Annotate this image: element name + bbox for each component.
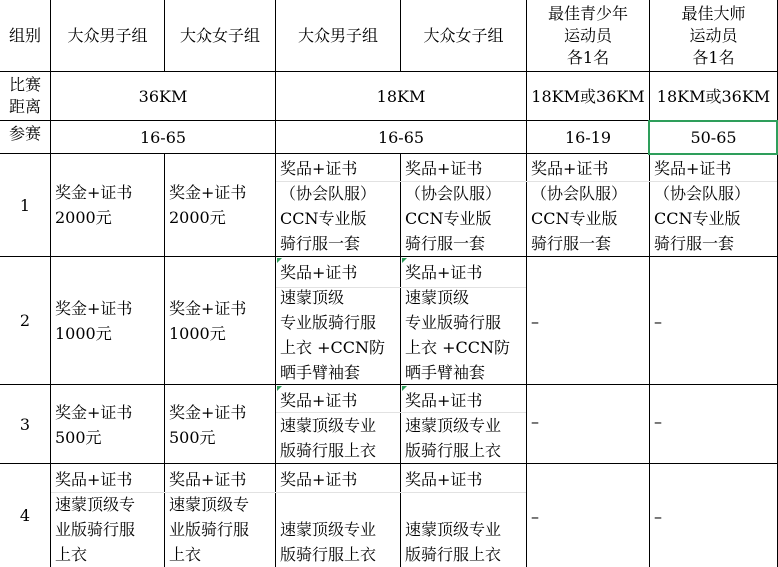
cell-r3-e[interactable] (401, 388, 526, 463)
prize-line: 奖金+证书 (169, 403, 247, 422)
prize-line: 版骑行服上衣 (280, 441, 377, 460)
header-col-d[interactable] (276, 0, 400, 71)
age-g[interactable] (650, 121, 777, 153)
prize-line: 速蒙顶级专业 (280, 520, 377, 539)
spacer-line (280, 492, 400, 517)
prize-line: （协会队服） (280, 184, 377, 203)
prize-line: （协会队服） (654, 184, 751, 203)
cell-r2-c[interactable] (165, 296, 275, 376)
empty-dash: – (531, 312, 539, 331)
prize-line: （协会队服） (531, 184, 628, 203)
age-label-text: 参赛 (8, 124, 41, 143)
prize-line: 上衣 (55, 545, 88, 564)
prize-line: （协会队服） (405, 184, 502, 203)
rank-1[interactable] (0, 154, 50, 256)
cell-r1-e[interactable] (401, 156, 526, 256)
prize-line: 骑行服一套 (405, 234, 486, 253)
prize-line: 奖品+证书 (55, 470, 133, 489)
age-g-value: 50-65 (690, 127, 737, 147)
rank-number: 1 (19, 195, 31, 215)
header-col-b-label: 大众男子组 (67, 26, 148, 45)
prize-line: 1000元 (55, 324, 112, 343)
age-label[interactable] (0, 121, 50, 153)
prize-line: 速蒙顶级专业 (405, 416, 502, 435)
rank-number: 2 (19, 311, 31, 330)
prize-line: 奖金+证书 (55, 403, 133, 422)
header-col-f-line: 运动员 (563, 25, 612, 45)
prize-line: 速蒙顶级专业 (280, 416, 377, 435)
prize-line: 业版骑行服 (55, 520, 136, 539)
cell-r1-d[interactable] (276, 156, 400, 256)
prize-line: 晒手臂袖套 (280, 363, 361, 382)
prize-line: 奖金+证书 (169, 299, 247, 318)
distance-label-line: 比赛 (8, 75, 41, 94)
cell-r1-f[interactable] (527, 156, 649, 256)
header-col-g-line: 最佳大师 (681, 3, 746, 23)
cell-r3-b[interactable] (51, 400, 164, 460)
prize-line: 骑行服一套 (280, 234, 361, 253)
rank-number: 3 (19, 414, 31, 434)
cell-r4-d[interactable] (276, 467, 400, 567)
cell-r1-c[interactable] (165, 180, 275, 256)
prize-line: 500元 (169, 428, 216, 447)
prize-line: 奖品+证书 (280, 263, 358, 282)
distance-g[interactable] (650, 72, 777, 120)
empty-dash: – (654, 312, 662, 331)
rank-number: 4 (19, 506, 31, 525)
prize-line: 速蒙顶级专 (55, 495, 136, 514)
prize-line: 版骑行服上衣 (280, 545, 377, 564)
header-group-label: 组别 (8, 26, 41, 45)
empty-dash: – (654, 507, 662, 526)
age-de-value: 16-65 (377, 127, 425, 147)
prize-line: 奖品+证书 (405, 391, 483, 410)
distance-f[interactable] (527, 72, 649, 120)
distance-bc[interactable] (51, 72, 275, 120)
age-bc[interactable] (51, 121, 275, 153)
cell-r3-f[interactable] (527, 409, 649, 439)
prize-line: 1000元 (169, 324, 226, 343)
header-col-e[interactable] (401, 0, 526, 71)
prize-line: 速蒙顶级 (405, 288, 470, 307)
prize-line: 骑行服一套 (531, 234, 612, 253)
prize-line: 速蒙顶级 (280, 288, 345, 307)
rank-2[interactable] (0, 257, 50, 384)
prize-line: 2000元 (169, 208, 226, 227)
prize-line: 奖金+证书 (169, 183, 247, 202)
prize-line: 上衣 (169, 545, 202, 564)
prize-line: 500元 (55, 428, 102, 447)
prize-line: 速蒙顶级专业 (405, 520, 502, 539)
prize-line: 骑行服一套 (654, 234, 735, 253)
cell-r2-e[interactable] (401, 260, 526, 384)
cell-r3-d[interactable] (276, 388, 400, 463)
prize-line: CCN专业版 (405, 209, 492, 228)
cell-r4-e[interactable] (401, 467, 526, 567)
header-col-g[interactable] (650, 0, 777, 71)
distance-label-line: 距离 (8, 97, 41, 116)
prize-line: 版骑行服上衣 (405, 441, 502, 460)
distance-bc-value: 36KM (138, 86, 188, 106)
prize-line: 业版骑行服 (169, 520, 250, 539)
header-col-d-label: 大众男子组 (297, 26, 378, 45)
cell-r3-g[interactable] (650, 409, 777, 439)
header-col-f[interactable] (527, 0, 649, 71)
header-col-c-label: 大众女子组 (179, 26, 260, 45)
prize-line: 奖品+证书 (405, 263, 483, 282)
cell-r4-c[interactable] (165, 467, 275, 567)
prize-line: 奖品+证书 (654, 159, 732, 178)
distance-label[interactable] (0, 72, 50, 120)
cell-r4-b[interactable] (51, 467, 164, 567)
header-col-b[interactable] (51, 0, 164, 71)
header-col-f-line: 最佳青少年 (547, 3, 628, 23)
prize-line: 奖品+证书 (405, 470, 483, 489)
prize-line: 奖金+证书 (55, 299, 133, 318)
cell-r2-g[interactable] (650, 309, 777, 339)
prize-line: 速蒙顶级专 (169, 495, 250, 514)
empty-dash: – (531, 507, 539, 526)
empty-dash: – (531, 412, 539, 431)
prize-line: 奖品+证书 (280, 391, 358, 410)
cell-r1-g[interactable] (650, 156, 777, 256)
cell-r4-f[interactable] (527, 504, 649, 534)
prize-line: CCN专业版 (654, 209, 741, 228)
prize-line: 晒手臂袖套 (405, 363, 486, 382)
prize-line: 奖品+证书 (280, 470, 358, 489)
cell-r3-c[interactable] (165, 400, 275, 460)
prize-line: 版骑行服上衣 (405, 545, 502, 564)
header-col-e-label: 大众女子组 (423, 26, 504, 45)
prize-line: CCN专业版 (531, 209, 618, 228)
cell-r2-f[interactable] (527, 309, 649, 339)
header-col-c[interactable] (165, 0, 275, 71)
cell-r4-g[interactable] (650, 504, 777, 534)
rank-4[interactable] (0, 464, 50, 567)
distance-g-value: 18KM或36KM (656, 86, 771, 106)
distance-de-value: 18KM (376, 86, 426, 106)
cell-r2-b[interactable] (51, 296, 164, 376)
prize-line: 奖品+证书 (280, 159, 358, 178)
prize-line: CCN专业版 (280, 209, 367, 228)
age-bc-value: 16-65 (139, 127, 187, 147)
cell-r1-b[interactable] (51, 180, 164, 256)
header-col-f-line: 各1名 (566, 47, 610, 67)
prize-line: 专业版骑行服 (405, 313, 502, 332)
cell-r2-d[interactable] (276, 260, 400, 384)
prize-line: 奖品+证书 (405, 159, 483, 178)
age-f-value: 16-19 (564, 127, 612, 147)
header-group[interactable] (0, 0, 50, 71)
distance-de[interactable] (276, 72, 526, 120)
prize-line: 上衣 +CCN防 (405, 338, 510, 357)
age-f[interactable] (527, 121, 649, 153)
spacer-line (405, 492, 526, 517)
distance-f-value: 18KM或36KM (531, 86, 645, 106)
prize-line: 奖品+证书 (531, 159, 609, 178)
rank-3[interactable] (0, 385, 50, 463)
prize-line: 专业版骑行服 (280, 313, 377, 332)
empty-dash: – (654, 412, 662, 431)
header-col-g-line: 运动员 (689, 25, 738, 45)
prize-line: 奖金+证书 (55, 183, 133, 202)
prize-line: 上衣 +CCN防 (280, 338, 385, 357)
header-col-g-line: 各1名 (692, 47, 735, 67)
prize-line: 奖品+证书 (169, 470, 247, 489)
age-de[interactable] (276, 121, 526, 153)
prize-line: 2000元 (55, 208, 112, 227)
